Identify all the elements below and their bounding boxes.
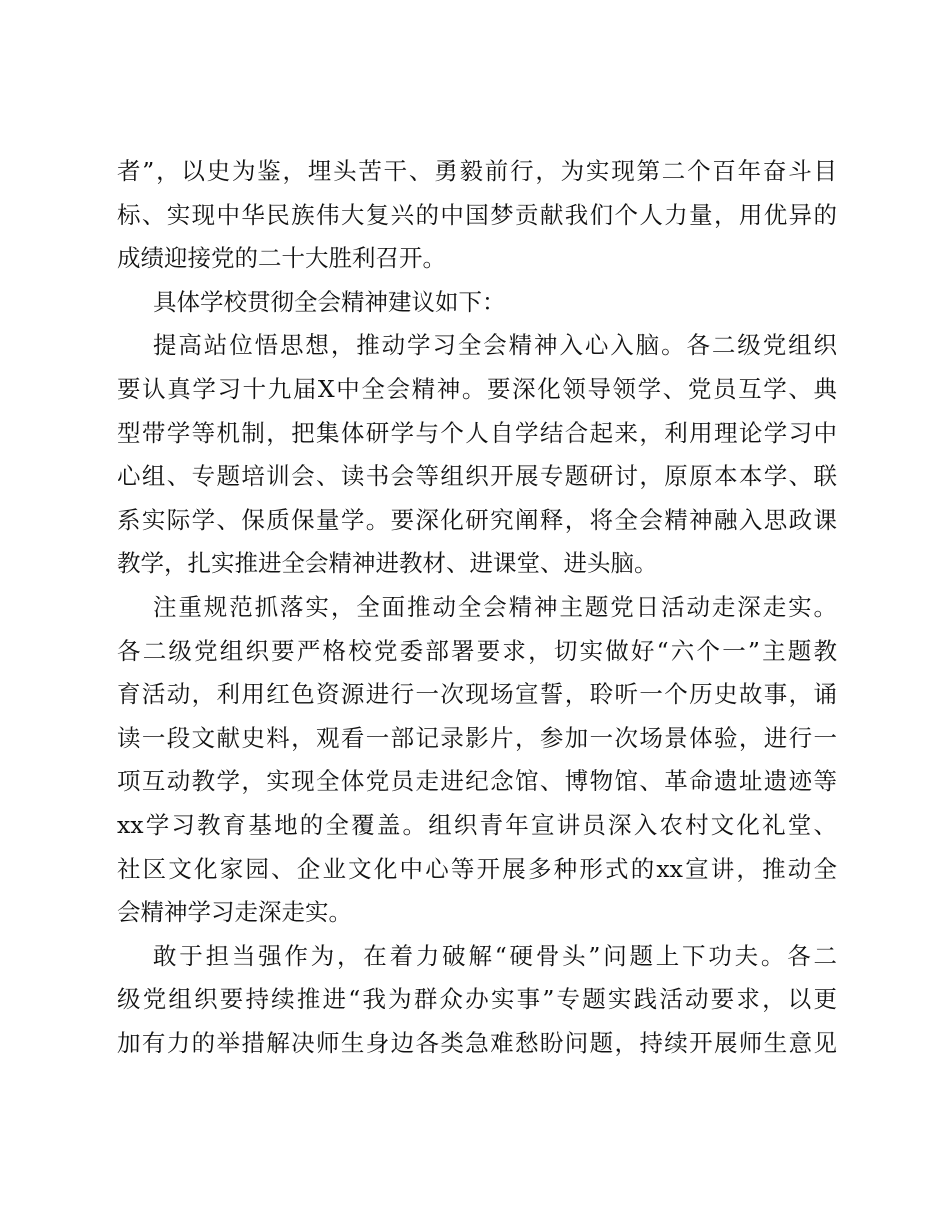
text-line-9: 系实际学、保质保量学。要深化研究阐释，将全会精神融入思政课: [117, 505, 837, 534]
text-line-18: 会精神学习走深走实。: [117, 898, 352, 927]
text-line-15: 项互动教学，实现全体党员走进纪念馆、博物馆、革命遗址遗迹等: [117, 767, 837, 796]
text-line-8: 心组、专题培训会、读书会等组织开展专题研讨，原原本本学、联: [117, 462, 837, 491]
text-line-2: 标、实现中华民族伟大复兴的中国梦贡献我们个人力量，用优异的: [117, 200, 837, 229]
text-line-13: 育活动，利用红色资源进行一次现场宣誓，聆听一个历史故事，诵: [117, 680, 837, 709]
text-line-3: 成绩迎接党的二十大胜利召开。: [117, 244, 446, 273]
text-line-20: 级党组织要持续推进“我为群众办实事”专题实践活动要求，以更: [117, 985, 837, 1014]
text-line-14: 读一段文献史料，观看一部记录影片，参加一次场景体验，进行一: [117, 723, 837, 752]
text-line-12: 各二级党组织要严格校党委部署要求，切实做好“六个一”主题教: [117, 636, 837, 665]
text-line-4: 具体学校贯彻全会精神建议如下：: [153, 287, 506, 316]
text-line-11: 注重规范抓落实，全面推动全会精神主题党日活动走深走实。: [153, 592, 837, 621]
text-line-21: 加有力的举措解决师生身边各类急难愁盼问题，持续开展师生意见: [117, 1028, 837, 1057]
text-line-10: 教学，扎实推进全会精神进教材、进课堂、进头脑。: [117, 549, 658, 578]
text-line-7: 型带学等机制，把集体研学与个人自学结合起来，利用理论学习中: [117, 418, 837, 447]
text-line-5: 提高站位悟思想，推动学习全会精神入心入脑。各二级党组织: [153, 331, 837, 360]
text-line-6: 要认真学习十九届X中全会精神。要深化领导领学、党员互学、典: [117, 374, 837, 403]
document-body: [117, 150, 837, 1065]
text-line-17: 社区文化家园、企业文化中心等开展多种形式的xx宣讲，推动全: [117, 854, 837, 883]
text-line-19: 敢于担当强作为，在着力破解“硬骨头”问题上下功夫。各二: [153, 941, 837, 970]
text-line-16: xx学习教育基地的全覆盖。组织青年宣讲员深入农村文化礼堂、: [117, 810, 837, 839]
text-line-1: 者”，以史为鉴，埋头苦干、勇毅前行，为实现第二个百年奋斗目: [117, 157, 837, 185]
